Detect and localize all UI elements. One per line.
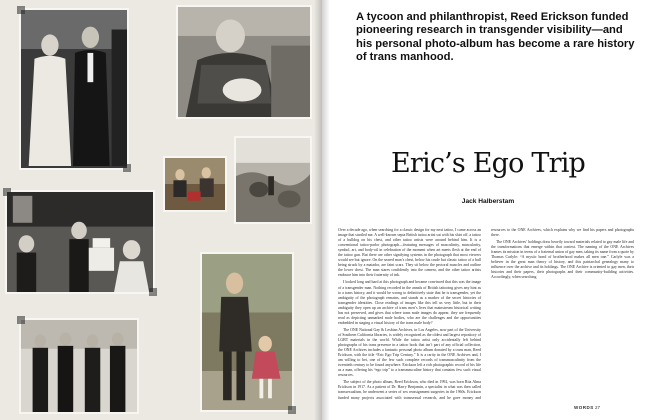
photo-corner <box>123 164 131 172</box>
photo-corner <box>17 316 25 324</box>
photo-yard-garden <box>234 136 312 224</box>
photo-corner <box>288 406 296 414</box>
photo-corner <box>17 6 25 14</box>
body-paragraph: Over a decade ago, when searching for a classic design for my next tattoo, I came across an image that startled me. A well-known sepia British tattoo artist sat with his shirt off, a tattoo of a bulldog on his chest, and other tattoo artists were around behind him. It is a conventional tattoo-parlor photograph—featuring messages of masculinity, muscularity, symbol, art, and body-oil in celebration of the moment when art meets flesh at the end of the tattoo gun. But there are other signifying systems in the photograph that most viewers would see but ignore. On the seared man’s chest, below his crude but classic tattoo of a bull being struck by a matador, are faint scars. They sit below the pectoral muscles and outline the lower chest. The man stares confidently into the camera, and the other tattoo artists embrace him into their fraternity of ink. <box>338 228 481 278</box>
standfirst: A tycoon and philanthropist, Reed Erickson funded pioneering research in transgender visibility—and his personal photo-album has become a rare history of trans manhood. <box>356 11 635 64</box>
photo-wedding-couple <box>19 8 129 170</box>
page-gutter <box>314 0 330 420</box>
folio-label: WORDS <box>574 405 594 410</box>
folio <box>574 405 600 410</box>
body-paragraph: The subject of the photo album, Reed Erickson, who died in 1992, was born Rita Alma Erickson in 1917. As a patient of Dr. Harry Benjamin, a specialist in what was then called transsexualism, he underwent a series of sex reassignment surgeries in the 1960s. Erickson funded many projects associated with transsexual research, and he gave money and resources to the ONE Archives, which explains why we find his papers and photographs there. <box>338 228 634 400</box>
photo-man-with-girl <box>200 252 294 412</box>
page-number: 27 <box>595 405 601 410</box>
body-paragraph: The ONE Archives’ holdings draw heavily toward materials related to gay male life and the transformations that emerge within that context. The naming of the ONE Archives frames its mission in terms of a fraternal union of gay men, taking its name from a quote by Thomas Carlyle: “A mystic bond of brotherhood makes all men one.” Carlyle was a believer in the great man theory of history, and this patriarchal genealogy many to influence over the archive and its holdings. The ONE Archive is oriented to gay men, their histories and their papers, their photographs and their community-building activities. Accordingly, when searching <box>491 240 634 280</box>
photo-corner <box>149 288 157 296</box>
photo-corner <box>3 188 11 196</box>
photo-cake-celebration <box>5 190 155 294</box>
article-page <box>330 0 646 420</box>
photo-man-with-baby <box>176 5 312 119</box>
article-body <box>338 228 634 408</box>
article-title: Eric’s Ego Trip <box>390 148 586 179</box>
byline: Jack Halberstam <box>461 198 515 205</box>
body-paragraph: The ONE National Gay & Lesbian Archives, in Los Angeles, now part of the University of Southern California libraries, is widely recognized as the oldest and largest repository of LGBT materials in the world. While the tattoo artist only accidentally left behind photographs of his trans presence in a tattoo book that isn’t part of any official collection, the ONE Archives includes a fantastic personal photo album donated by a trans man, Reed Erickson, with the title “Eric Ego Trip Century.” It is a rarity in the ONE Archives and, I am willing to bet, one of the few such complete records of transmasculinity from the twentieth century to be found anywhere. Erickson left a rich photographic record of his life as a man, offering his “ego trip” to a transmasculine history that contains few such visual resources. <box>338 327 481 378</box>
body-paragraph: I looked long and hard at this photograph and became convinced that this was the image of a transgender man. Nothing recorded in the annals of British tattooing gives any hint as to a trans history, and it would be wrong to definitively state that he is transgender, yet the ambiguity of the photograph remains, and stands as a marker of the secret histories of transgender identities. Close readings of images like this tell us very little, but in their ambiguity they open up an archive of trans men’s lives that mainstream historical writing has not preserved, and gives that where trans male images do appear, they are frequently read as depicting unmarked male bodies, who are the challenges and the opportunities embedded in staging a visual history of the trans male body? <box>338 280 481 325</box>
photo-group-of-men <box>19 318 139 414</box>
photo-album-page <box>0 0 322 420</box>
photo-couples-on-sofa <box>163 156 227 212</box>
